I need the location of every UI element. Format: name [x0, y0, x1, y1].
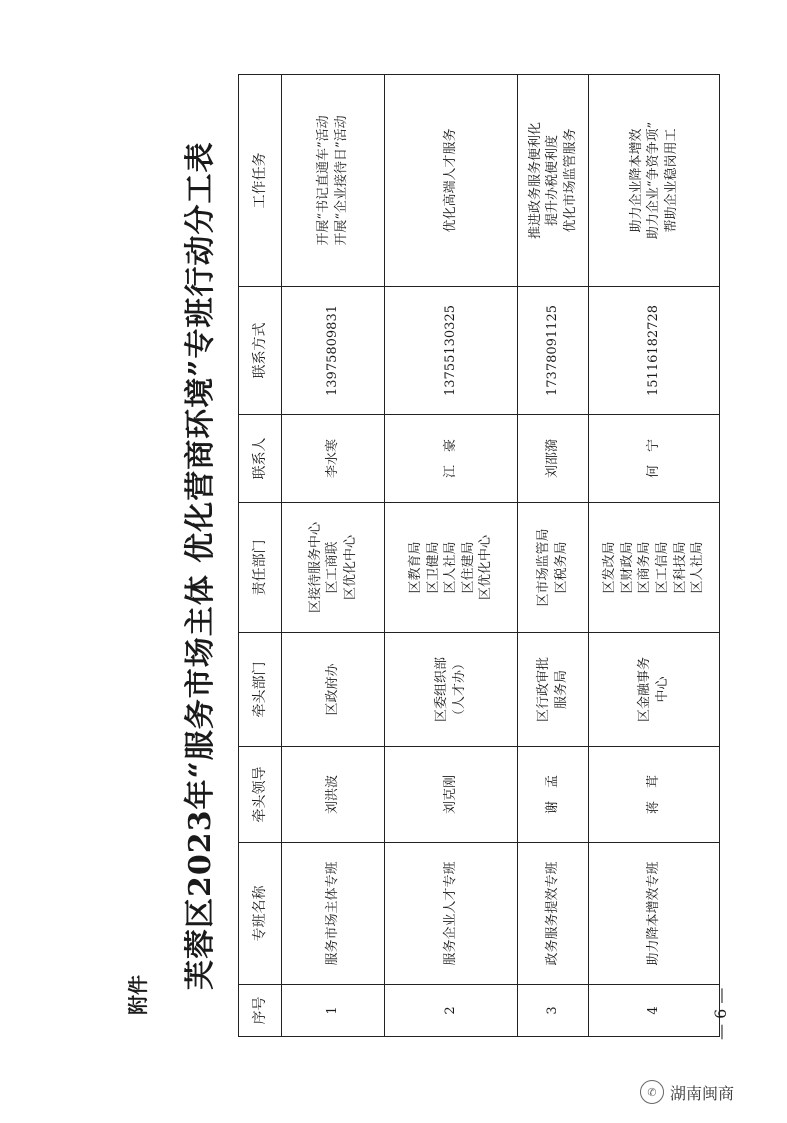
table-row	[282, 75, 385, 1037]
document-title: 芙蓉区2023年“服务市场主体 优化营商环境”专班行动分工表	[183, 141, 218, 990]
table-cell: 助力降本增效专班	[589, 843, 720, 985]
table-cell: 2	[385, 985, 518, 1037]
table-cell: 15116182728	[589, 287, 720, 415]
table-cell: 区接待服务中心 区工商联 区优化中心	[282, 503, 385, 633]
header-cell: 联系人	[239, 415, 282, 503]
header-cell: 责任部门	[239, 503, 282, 633]
table-cell: 区金融事务 中心	[589, 633, 720, 747]
table-cell: 谢 孟	[518, 747, 589, 843]
table-cell: 何 宁	[589, 415, 720, 503]
table-cell: 刘克刚	[385, 747, 518, 843]
table-cell: 蒋 茸	[589, 747, 720, 843]
wechat-icon: ✆	[640, 1080, 664, 1104]
table-cell: 优化高端人才服务	[385, 75, 518, 287]
table-cell: 政务服务提效专班	[518, 843, 589, 985]
header-cell: 牵头部门	[239, 633, 282, 747]
table-cell: 17378091125	[518, 287, 589, 415]
task-table-wrapper	[238, 74, 720, 1037]
task-table	[238, 74, 720, 1037]
table-cell: 4	[589, 985, 720, 1037]
header-cell: 牵头领导	[239, 747, 282, 843]
table-cell: 服务市场主体专班	[282, 843, 385, 985]
watermark-text: 湖南闽商	[670, 1083, 735, 1103]
page-number: — 6 —	[711, 987, 730, 1040]
table-cell: 开展“书记直通车”活动 开展“企业接待日”活动	[282, 75, 385, 287]
table-row	[589, 75, 720, 1037]
header-cell: 联系方式	[239, 287, 282, 415]
table-cell: 江 豪	[385, 415, 518, 503]
table-cell: 助力企业降本增效 助力企业“争资争项” 帮助企业稳岗用工	[589, 75, 720, 287]
source-watermark	[640, 1080, 734, 1104]
appendix-label: 附件	[126, 975, 150, 1015]
table-cell: 李水寒	[282, 415, 385, 503]
table-header-row	[239, 75, 282, 1037]
table-cell: 13975809831	[282, 287, 385, 415]
table-cell: 1	[282, 985, 385, 1037]
table-cell: 刘邵漪	[518, 415, 589, 503]
table-cell: 区市场监管局 区税务局	[518, 503, 589, 633]
table-cell: 区政府办	[282, 633, 385, 747]
table-row	[518, 75, 589, 1037]
table-cell: 区教育局 区卫健局 区人社局 区住建局 区优化中心	[385, 503, 518, 633]
header-cell: 工作任务	[239, 75, 282, 287]
table-row	[385, 75, 518, 1037]
table-cell: 3	[518, 985, 589, 1037]
header-cell: 专班名称	[239, 843, 282, 985]
table-cell: 推进政务服务便利化 提升办税便利度 优化市场监管服务	[518, 75, 589, 287]
table-cell: 刘洪波	[282, 747, 385, 843]
table-cell: 区委组织部 （人才办）	[385, 633, 518, 747]
header-cell: 序号	[239, 985, 282, 1037]
table-cell: 服务企业人才专班	[385, 843, 518, 985]
table-cell: 区发改局 区财政局 区商务局 区工信局 区科技局 区人社局	[589, 503, 720, 633]
table-cell: 13755130325	[385, 287, 518, 415]
table-cell: 区行政审批 服务局	[518, 633, 589, 747]
